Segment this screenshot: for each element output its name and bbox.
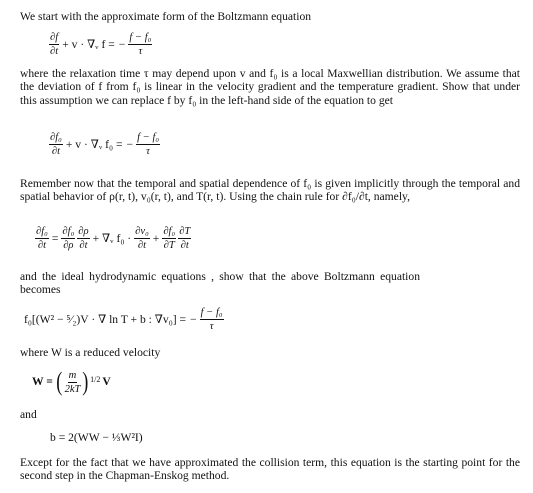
paragraph-reduced-velocity: where W is a reduced velocity <box>20 346 161 359</box>
fraction-relaxation: $\frac{\text{f − f₀}}{\tau}$ <box>129 32 152 57</box>
paragraph-intro: We start with the approximate form of the Boltzmann equation <box>20 10 312 23</box>
equation-f0-replaced: $\frac{\text{∂f₀}}{\partial t}$ + v · ∇ᵥ f₀ = − $\frac{\text{f − f₀}}{\tau}$ <box>50 132 160 157</box>
equation-reduced-velocity: W = ( $\frac{m}{2kT}$ ) 1/2 V <box>32 367 111 396</box>
paragraph-conclusion: Except for the fact that we have approximated the collision term, this equation is the starting point for the second step in the Chapman-Enskog method. <box>20 456 520 483</box>
fraction-df-dt: $\frac{\partial f}{\partial t}$ <box>50 32 59 57</box>
paragraph-and: and <box>20 408 37 421</box>
fraction-relaxation-2: $\frac{\text{f − f₀}}{\tau}$ <box>137 132 160 157</box>
paragraph-chain-rule: Remember now that the temporal and spatial dependence of f₀ is given implicitly through the temporal and spatial behavior of ρ(r, t), v₀(r, t), and T(r, t). Using the chain rule for ∂f₀/∂t, namely, <box>20 177 520 204</box>
paragraph-hydrodynamic: and the ideal hydrodynamic equations , show that the above Boltzmann equation becomes <box>20 270 420 297</box>
equation-boltzmann-result: f₀[(W² − ⁵⁄₂)V · ∇ ln T + b : ∇v₀] = − $\frac{\text{f − f₀}}{\tau}$ <box>24 307 223 332</box>
equation-boltzmann-approx: $\frac{\partial f}{\partial t}$ + v · ∇ᵥ f = − $\frac{\text{f − f₀}}{\tau}$ <box>50 32 152 57</box>
paragraph-relaxation: where the relaxation time τ may depend upon v and f₀ is a local Maxwellian distribution. We assume that the deviation of f from f₀ is linear in the velocity gradient and the temperature gradient. Show that under this assumption we can replace f by f₀ in the left-hand side of the equation to get <box>20 67 520 107</box>
fraction-df0-dt: $\frac{\text{∂f₀}}{\partial t}$ <box>50 132 62 157</box>
equation-chain-rule: $\frac{\text{∂f₀}}{\partial t}$ = $\frac{\text{∂f₀}}{\partial\rho}$ $\frac{\partial\rho}{\partial t}$ + ∇ᵥ f₀ · $\frac{\text{∂v₀}}{\partial t}$ + $\frac{\text{∂f₀}}{\partial T}$ $\frac{\partial T}{\partial t}$ <box>36 226 191 251</box>
equation-b-tensor: b = 2(WW − ⅓W²I) <box>50 431 143 444</box>
